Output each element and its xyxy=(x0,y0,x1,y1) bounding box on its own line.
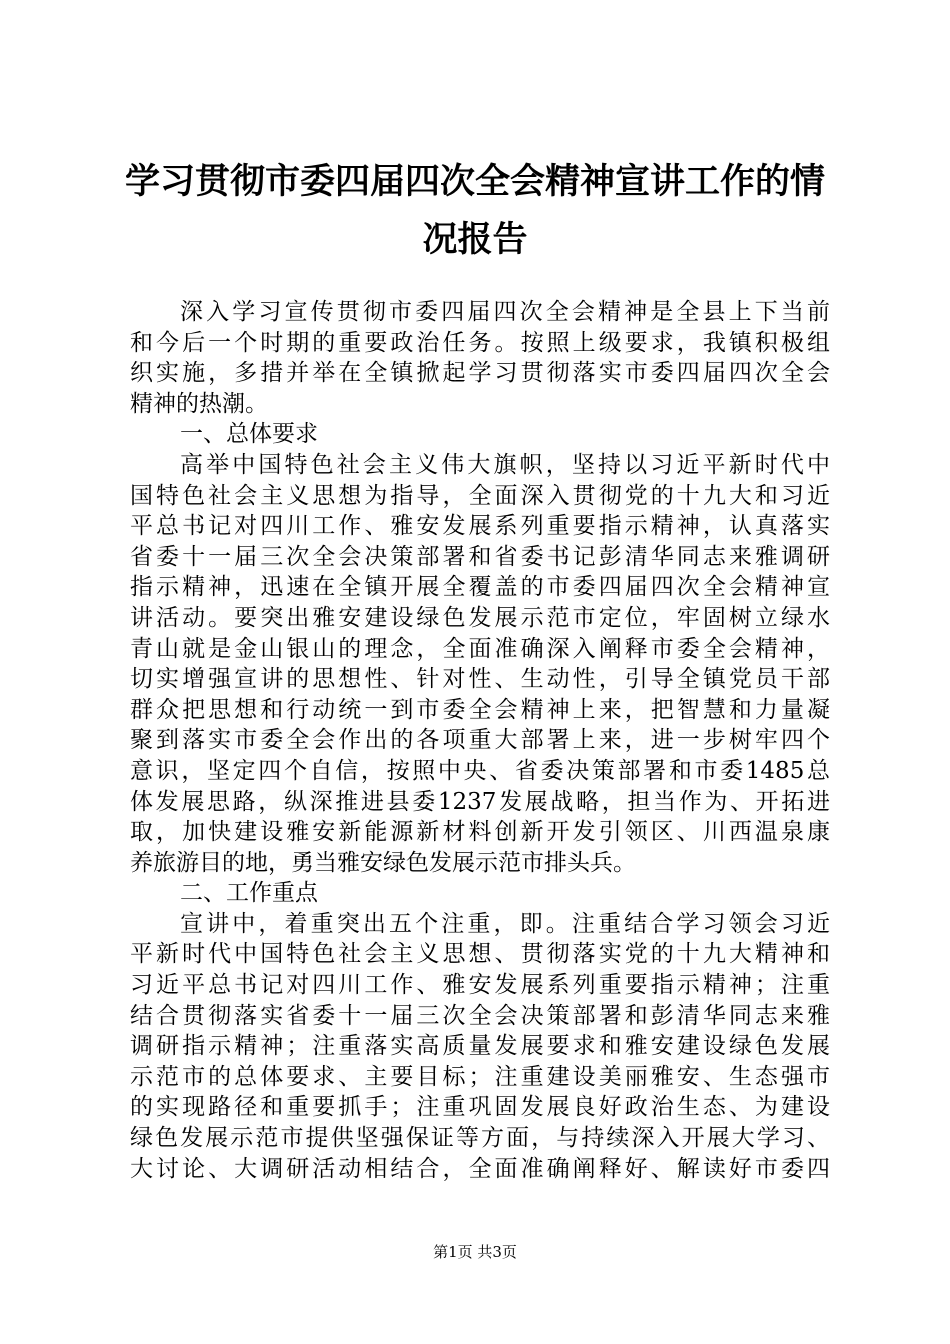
paragraph-line: 调研指示精神；注重落实高质量发展要求和雅安建设绿色发展 xyxy=(130,1033,830,1060)
paragraph-line: 切实增强宣讲的思想性、针对性、生动性，引导全镇党员干部 xyxy=(130,666,830,693)
paragraph-line: 意识，坚定四个自信，按照中央、省委决策部署和市委1485总 xyxy=(130,757,830,784)
paragraph-line: 讲活动。要突出雅安建设绿色发展示范市定位，牢固树立绿水 xyxy=(130,604,830,631)
paragraph-line: 织实施，多措并举在全镇掀起学习贯彻落实市委四届四次全会 xyxy=(130,360,830,387)
paragraph-line: 平总书记对四川工作、雅安发展系列重要指示精神，认真落实 xyxy=(130,513,830,540)
document-body xyxy=(130,297,830,1184)
paragraph-line: 省委十一届三次全会决策部署和省委书记彭清华同志来雅调研 xyxy=(130,543,830,570)
paragraph-line: 宣讲中，着重突出五个注重，即。注重结合学习领会习近 xyxy=(180,910,830,937)
paragraph-line: 绿色发展示范市提供坚强保证等方面，与持续深入开展大学习、 xyxy=(130,1125,830,1152)
paragraph-line: 示范市的总体要求、主要目标；注重建设美丽雅安、生态强市 xyxy=(130,1063,830,1090)
paragraph-line: 养旅游目的地，勇当雅安绿色发展示范市排头兵。 xyxy=(130,849,636,876)
paragraph-line: 大讨论、大调研活动相结合，全面准确阐释好、解读好市委四 xyxy=(130,1155,830,1182)
paragraph-line: 国特色社会主义思想为指导，全面深入贯彻党的十九大和习近 xyxy=(130,482,830,509)
page-number-footer: 第1页 共3页 xyxy=(433,1243,517,1261)
paragraph-line: 聚到落实市委全会作出的各项重大部署上来，进一步树牢四个 xyxy=(130,727,830,754)
section-heading: 二、工作重点 xyxy=(180,880,318,907)
paragraph-line: 青山就是金山银山的理念，全面准确深入阐释市委全会精神， xyxy=(130,635,830,662)
paragraph-line: 体发展思路，纵深推进县委1237发展战略，担当作为、开拓进 xyxy=(130,788,830,815)
paragraph-line: 和今后一个时期的重要政治任务。按照上级要求，我镇积极组 xyxy=(130,329,830,356)
paragraph-line: 习近平总书记对四川工作、雅安发展系列重要指示精神；注重 xyxy=(130,972,830,999)
paragraph-line: 取，加快建设雅安新能源新材料创新开发引领区、川西温泉康 xyxy=(130,819,830,846)
paragraph-line: 高举中国特色社会主义伟大旗帜，坚持以习近平新时代中 xyxy=(180,451,830,478)
paragraph-line: 深入学习宣传贯彻市委四届四次全会精神是全县上下当前 xyxy=(180,299,830,325)
paragraph-line: 群众把思想和行动统一到市委全会精神上来，把智慧和力量凝 xyxy=(130,696,830,723)
section-heading: 一、总体要求 xyxy=(180,421,318,448)
paragraph-line: 结合贯彻落实省委十一届三次全会决策部署和彭清华同志来雅 xyxy=(130,1002,830,1029)
paragraph-line: 平新时代中国特色社会主义思想、贯彻落实党的十九大精神和 xyxy=(130,941,830,968)
document-title-line-2: 况报告 xyxy=(422,220,528,260)
document-title-line-1: 学习贯彻市委四届四次全会精神宣讲工作的情 xyxy=(124,162,825,202)
paragraph-line: 指示精神，迅速在全镇开展全覆盖的市委四届四次全会精神宣 xyxy=(130,574,830,601)
paragraph-line: 精神的热潮。 xyxy=(130,390,268,417)
paragraph-line: 的实现路径和重要抓手；注重巩固发展良好政治生态、为建设 xyxy=(130,1094,830,1121)
